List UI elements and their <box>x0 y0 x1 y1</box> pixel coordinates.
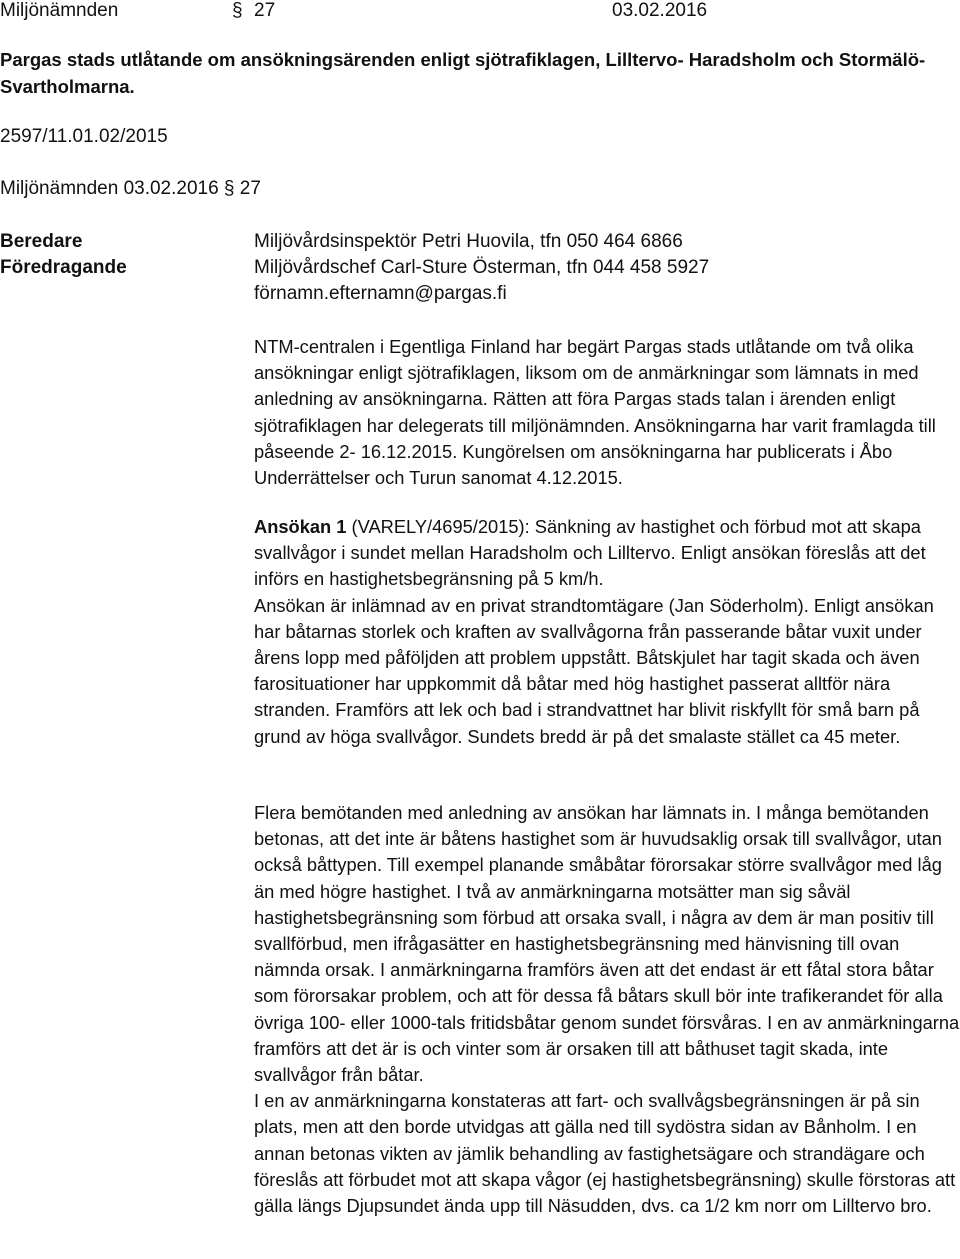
preparer-value: Miljövårdsinspektör Petri Huovila, tfn 050 464 6866 <box>254 231 683 252</box>
header-committee: Miljönämnden <box>0 0 119 21</box>
paragraph-intro: NTM-centralen i Egentliga Finland har begärt Pargas stads utlåtande om två olika ansökningar enligt sjötrafiklagen, liksom om de anmärkningar som lämnats in med anledning av ansökningarna. Rätten att föra Pargas stads talan i ärenden enligt sjötrafiklagen har delegerats till miljönämnden. Ansökningarna har varit framlagda till påseende 2- 16.12.2015. Kungörelsen om ansökningarna har publicerats i Åbo Underrättelser och Turun sanomat 4.12.2015. <box>254 336 936 489</box>
document-title: Pargas stads utlåtande om ansökningsärenden enligt sjötrafiklagen, Lilltervo- Haradsholm och Stormälö-Svartholmarna. <box>0 49 926 97</box>
paragraph-responses: Flera bemötanden med anledning av ansökan har lämnats in. I många bemötanden betonas, att det inte är båtens hastighet som är huvudsaklig orsak till svallvågor, utan också båttypen. Till exempel planande småbåtar förorsakar större svallvågor med låg än med högre hastighet. I två av anmärkningarna motsätter man sig såväl hastighetsbegränsning som förbud att orsaka svall, i några av dem är man positiv till svallförbud, men ifrågasätter en hastighetsbegränsning med hänvisning till ovan nämnda orsak. I anmärkningarna framförs även att det endast är ett fåtal stora båtar som förorsakar problem, och att för dessa få båtars skull bör inte trafikerandet för alla övriga 100- eller 1000-tals fritidsbåtar genom sundet försvåras. I en av anmärkningarna framförs att det är is och vinter som är orsaken till att båthuset tagit skada, inte svallvågor från båtar. I en av anmärkningarna konstateras att fart- och svallvågsbegränsningen är på sin plats, men att den borde utvidgas att gälla ned till sydöstra sidan av Bånholm. I en annan betonas vikten av jämlik behandling av fastighetsägare och strandägare och föreslås att förbudet mot att skapa vågor (ej hastighetsbegränsning) skulle förstoras att gälla längs Djupsundet ända upp till Näsudden, dvs. ca 1/2 km norr om Lilltervo bro. <box>254 800 960 1219</box>
paragraph-remarks: I en av anmärkningarna konstateras att fart- och svallvågsbegränsningen är på sin plats, men att den borde utvidgas att gälla ned till sydöstra sidan av Bånholm. I en annan betonas vikten av jämlik behandling av fastighetsägare och strandägare och föreslås att förbudet mot att skapa vågor (ej hastighetsbegränsning) skulle förstoras att gälla längs Djupsundet ända upp till Näsudden, dvs. ca 1/2 km norr om Lilltervo bro. <box>254 1090 956 1217</box>
header-date: 03.02.2016 <box>612 0 708 21</box>
application-1-text: (VARELY/4695/2015): Sänkning av hastighet och förbud mot att skapa svallvågor i sundet mellan Haradsholm och Lilltervo. Enligt ansökan föreslås att det införs en hastighetsbegränsning på 5 km/h. <box>254 516 926 590</box>
meeting-reference: Miljönämnden 03.02.2016 § 27 <box>0 178 261 199</box>
paragraph-applicant: Ansökan är inlämnad av en privat strandtomtägare (Jan Söderholm). Enligt ansökan har båtarnas storlek och kraften av svallvågorna från passerande båtar vuxit under årens lopp med påföljden att problem uppstått. Båtskjulet har tagit skada och även farosituationer har uppkommit då båtar med hög hastighet passerat alltför nära stranden. Framförs att lek och bad i strandvattnet har blivit riskfyllt för små barn på grund av höga svallvågor. Sundets bredd är på det smalaste stället ca 45 meter. <box>254 594 934 747</box>
presenter-label: Föredragande <box>0 257 127 278</box>
presenter-value: Miljövårdschef Carl-Sture Österman, tfn 044 458 5927 <box>254 257 710 278</box>
contact-email: förnamn.efternamn@pargas.fi <box>254 283 507 304</box>
case-number: 2597/11.01.02/2015 <box>0 126 168 147</box>
header-section-sign: § <box>232 0 243 21</box>
preparer-label: Beredare <box>0 231 83 252</box>
header-number: 27 <box>254 0 276 21</box>
paragraph-application-1 <box>254 514 960 750</box>
application-1-label: Ansökan 1 <box>254 516 347 537</box>
